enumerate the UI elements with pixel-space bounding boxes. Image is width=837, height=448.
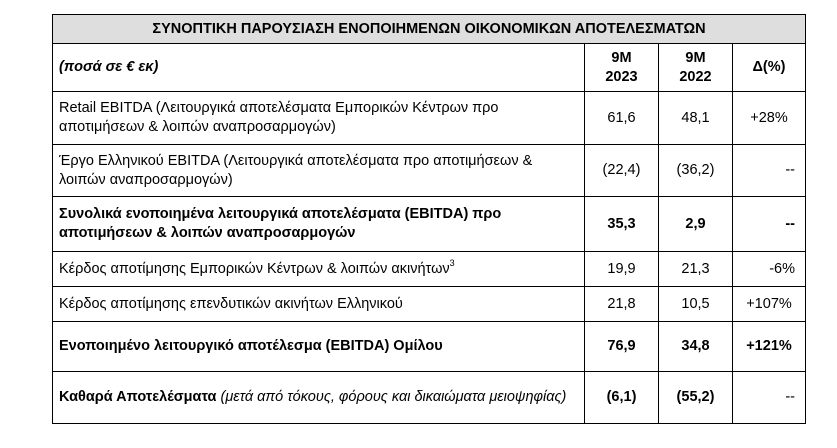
footnote-marker: 3	[449, 257, 455, 268]
value-2023: 61,6	[585, 92, 659, 145]
units-label: (ποσά σε € εκ)	[53, 44, 585, 92]
row-label: Συνολικά ενοποιημένα λειτουργικά αποτελέσματα (EBITDA) προ αποτιμήσεων & λοιπών αναπροσαρμογών	[53, 197, 585, 252]
col-2023-line2: 2023	[605, 68, 638, 85]
value-2022: 21,3	[659, 252, 733, 287]
value-2022: 34,8	[659, 322, 733, 372]
value-delta: +28%	[733, 92, 806, 145]
value-2023: 35,3	[585, 197, 659, 252]
col-delta-header: Δ(%)	[733, 44, 806, 92]
value-delta: +107%	[733, 287, 806, 322]
value-2023: 76,9	[585, 322, 659, 372]
value-delta: --	[733, 145, 806, 197]
value-2023: (22,4)	[585, 145, 659, 197]
header-row	[53, 44, 806, 92]
col-2022-line2: 2022	[679, 68, 712, 85]
value-2023: 21,8	[585, 287, 659, 322]
row-label: Ενοποιημένο λειτουργικό αποτέλεσμα (EBITDA) Ομίλου	[53, 322, 585, 372]
table-row	[53, 322, 806, 372]
table-row	[53, 197, 806, 252]
col-2022-header	[659, 44, 733, 92]
value-2023: 19,9	[585, 252, 659, 287]
table-row	[53, 287, 806, 322]
title-row	[53, 15, 806, 44]
value-delta: --	[733, 197, 806, 252]
row-label-text: Κέρδος αποτίμησης Εμπορικών Κέντρων & λοιπών ακινήτων	[59, 260, 450, 277]
table-title: ΣΥΝΟΠΤΙΚΗ ΠΑΡΟΥΣΙΑΣΗ ΕΝΟΠΟΙΗΜΕΝΩΝ ΟΙΚΟΝΟΜΙΚΩΝ ΑΠΟΤΕΛΕΣΜΑΤΩΝ	[53, 15, 806, 44]
value-2022: 2,9	[659, 197, 733, 252]
row-label: Κέρδος αποτίμησης επενδυτικών ακινήτων Ελληνικού	[53, 287, 585, 322]
row-label	[53, 252, 585, 287]
table-row	[53, 372, 806, 424]
financial-results-table	[52, 14, 806, 424]
row-label: Retail EBITDA (Λειτουργικά αποτελέσματα Εμπορικών Κέντρων προ αποτιμήσεων & λοιπών αναπροσαρμογών)	[53, 92, 585, 145]
col-2023-line1: 9M	[611, 49, 632, 66]
table-row	[53, 145, 806, 197]
col-2023-header	[585, 44, 659, 92]
col-2022-line1: 9M	[685, 49, 706, 66]
table-row	[53, 252, 806, 287]
value-2022: 10,5	[659, 287, 733, 322]
value-delta: +121%	[733, 322, 806, 372]
row-label-text: Καθαρά Αποτελέσματα	[59, 389, 217, 405]
row-label: Έργο Ελληνικού EBITDA (Λειτουργικά αποτελέσματα προ αποτιμήσεων & λοιπών αναπροσαρμογών)	[53, 145, 585, 197]
value-2022: (55,2)	[659, 372, 733, 424]
value-2022: 48,1	[659, 92, 733, 145]
row-label	[53, 372, 585, 424]
value-delta: --	[733, 372, 806, 424]
table-row	[53, 92, 806, 145]
value-delta: -6%	[733, 252, 806, 287]
row-label-note: (μετά από τόκους, φόρους και δικαιώματα μειοψηφίας)	[220, 389, 567, 405]
value-2023: (6,1)	[585, 372, 659, 424]
value-2022: (36,2)	[659, 145, 733, 197]
